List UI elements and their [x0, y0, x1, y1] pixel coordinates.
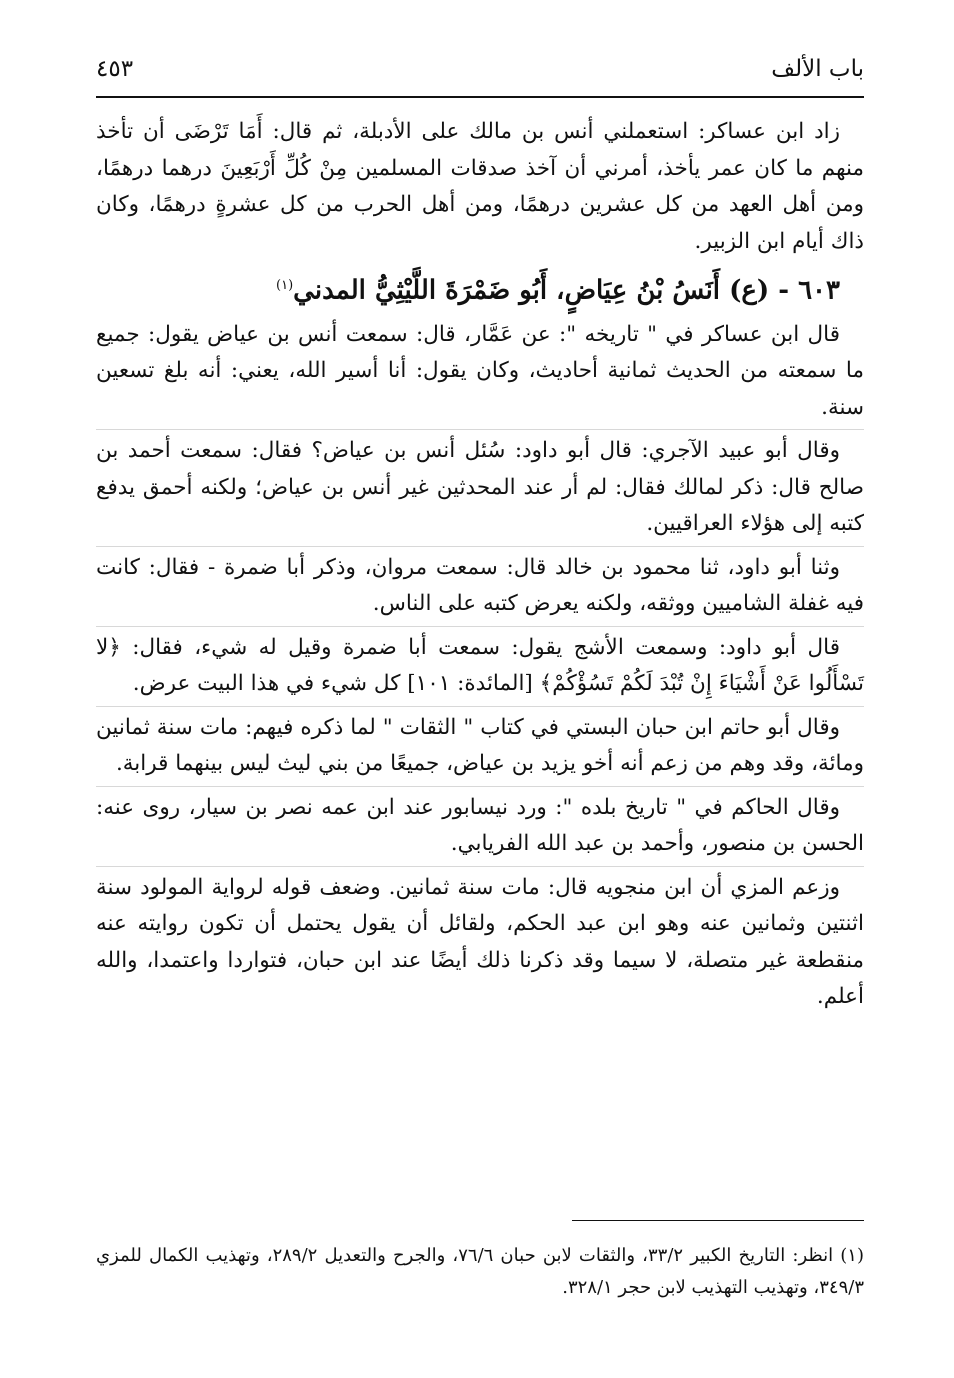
- footnote-section: [96, 1240, 864, 1304]
- footnote-ref: (١): [276, 278, 294, 293]
- paragraph-1: زاد ابن عساكر: استعملني أنس بن مالك على الأدبلة، ثم قال: أَمَا تَرْضَى أن تأخذ منهم ما كان عمر يأخذ، أمرني أن آخذ صدقات المسلمين مِنْ كُلِّ أَرْبَعِينَ درهما درهمًا، ومن أهل العهد من كل عشرين درهمًا، ومن أهل الحرب من كل عشرةٍ درهمًا، وكان ذاك أيام ابن الزبير.: [96, 119, 864, 254]
- footnote-divider: [572, 1220, 864, 1221]
- paragraph-6: وقال أبو حاتم ابن حبان البستي في كتاب " الثقات " لما ذكره فيهم: مات سنة ثمانين ومائة، وقد وهم من زعم أنه أخو يزيد بن عياض، جميعًا من بني ليث ليس بينهما قرابة.: [96, 706, 864, 783]
- main-text: [96, 114, 864, 1016]
- paragraph-8: وزعم المزي أن ابن منجويه قال: مات سنة ثمانين. وضعف قوله لرواية المولود سنة اثنتين وثمانين عنه وهو ابن عبد الحكم، ولقائل أن يقول يحتمل أن تكون روايته عنه منقطعة غير متصلة، لا سيما وقد ذكرنا ذلك أيضًا عند ابن حبان، فتواردا واعتمدا، والله أعلم.: [96, 866, 864, 1016]
- entry-title: ٦٠٣ - (ع) أَنَسُ بْنُ عِيَاضٍ، أَبُو ضَمْرَةَ اللَّيْثِيُّ المدني: [293, 275, 840, 306]
- page-number: ٤٥٣: [96, 56, 134, 82]
- book-page: [96, 48, 864, 1348]
- entry-heading: [96, 260, 864, 317]
- paragraph-2: قال ابن عساكر في " تاريخه ": عن عَمَّار، قال: سمعت أنس بن عياض يقول: جميع ما سمعته من الحديث ثمانية أحاديث، وكان يقول: أنا أسير الله، يعني: أنه بلغ تسعين سنة.: [96, 321, 864, 420]
- chapter-title: باب الألف: [771, 56, 864, 82]
- paragraph-4: وثنا أبو داود، ثنا محمود بن خالد قال: سمعت مروان، وذكر أبا ضمرة - فقال: كانت فيه غفلة الشاميين ووثقه، ولكنه يعرض كتبه على الناس.: [96, 546, 864, 623]
- paragraph-7: وقال الحاكم في " تاريخ بلده ": ورد نيسابور عند ابن عمه نصر بن سيار، روى عنه: الحسن بن منصور، وأحمد بن عبد الله الفريابي.: [96, 786, 864, 863]
- paragraph-3: وقال أبو عبيد الآجري: قال أبو داود: سُئل أنس بن عياض؟ فقال: سمعت أحمد بن صالح قال: ذكر لمالك فقال: لم أر عند المحدثين غير أنس بن عياض؛ ولكنه أحمق يدفع كتبه إلى هؤلاء العراقيين.: [96, 429, 864, 543]
- paragraph-5: قال أبو داود: وسمعت الأشج يقول: سمعت أبا ضمرة وقيل له شيء، فقال: ﴿لا تَسْأَلُوا عَنْ أَشْيَاءَ إِنْ تُبْدَ لَكُمْ تَسُؤْكُمْ﴾ [المائدة: ١٠١] كل شيء في هذا البيت عرض.: [96, 626, 864, 703]
- footnote-1: (١) انظر: التاريخ الكبير ٣٣/٢، والثقات لابن حبان ٧٦/٦، والجرح والتعديل ٢٨٩/٢، وتهذيب الكمال للمزي ٣٤٩/٣، وتهذيب التهذيب لابن حجر ٣٢٨/١.: [96, 1245, 864, 1298]
- page-header: [96, 48, 864, 98]
